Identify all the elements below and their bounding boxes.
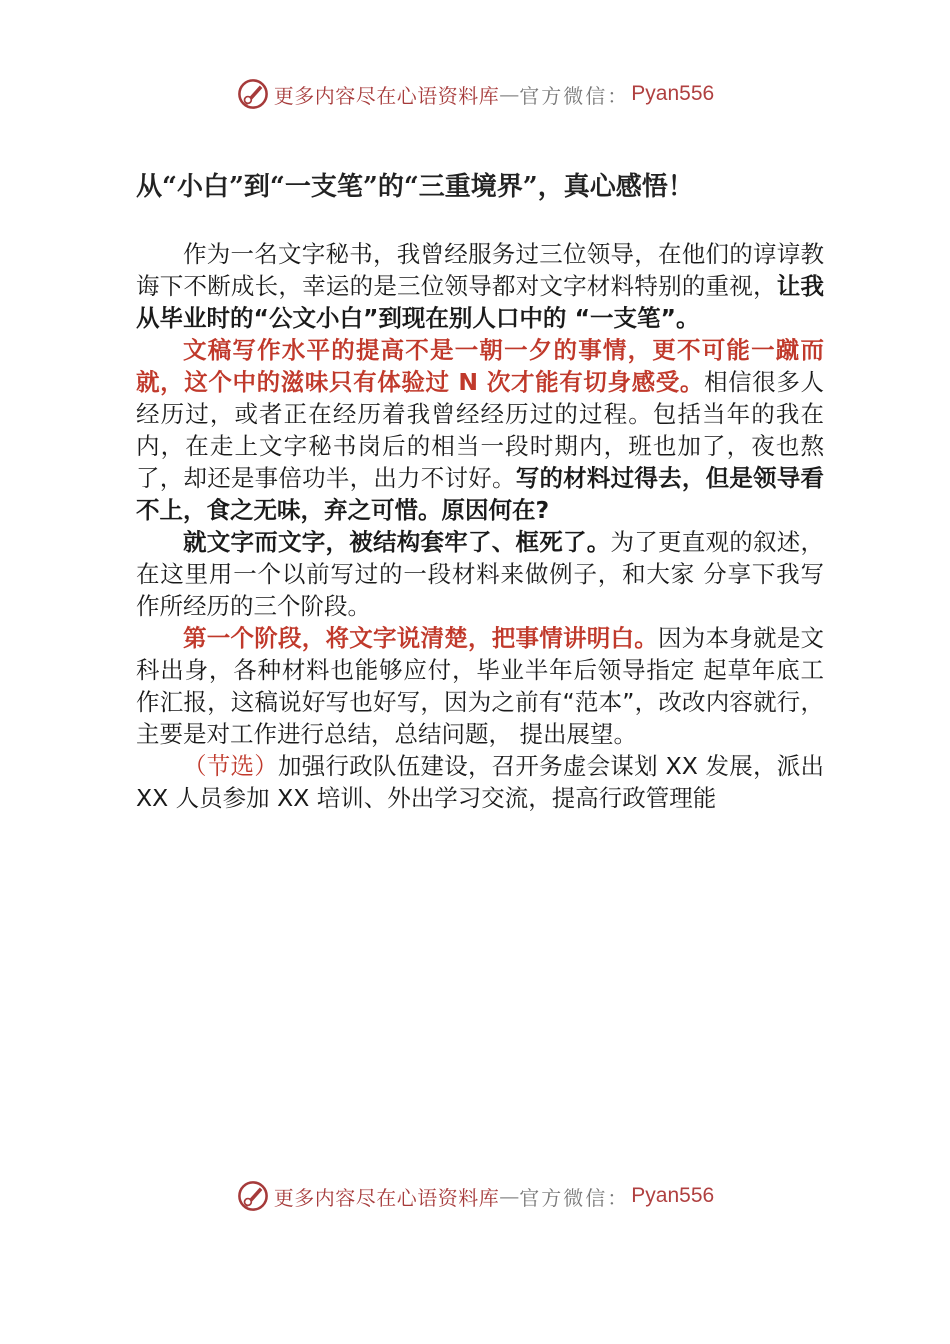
paragraph-3-bold: 就文字而文字，被结构套牢了、框死了。: [183, 528, 611, 556]
article-title: 从“小白”到“一支笔”的“三重境界”，真心感悟！: [136, 172, 694, 202]
banner-wechat-id: Pyan556: [631, 1184, 715, 1207]
paragraph-5: [136, 750, 824, 814]
header-banner: [0, 74, 950, 114]
paragraph-2-text: 相信很多人经历过，或者正在经历着我曾经经历过的过程。包括当年的我在内，在走上文字秘书岗后的相当一段时期内，班也加了，夜也熬了，却还是事倍功半，出力不讨好。: [136, 368, 825, 492]
banner-main-text: 更多内容尽在心语资料库: [273, 1185, 500, 1210]
paragraph-2: [136, 334, 824, 526]
paragraph-4: [136, 622, 824, 750]
banner-separator: —: [499, 1184, 520, 1208]
paragraph-5-text: 加强行政队伍建设，召开务虚会谋划 XX 发展，派出 XX 人员参加 XX 培训、外出学习交流，提高行政管理能: [136, 752, 825, 812]
article-body: [136, 238, 824, 814]
pen-logo-icon: [236, 77, 270, 111]
banner-main-text: 更多内容尽在心语资料库: [273, 83, 500, 108]
paragraph-2-bold: 写的材料过得去，但是领导看不上，食之无味，弃之可惜。原因何在?: [136, 464, 825, 524]
banner-wechat-label: 官方微信：: [519, 1185, 630, 1210]
pen-logo-icon: [236, 1179, 270, 1213]
paragraph-4-highlight: 第一个阶段，将文字说清楚，把事情讲明白。: [183, 624, 658, 652]
footer-banner: [0, 1176, 950, 1216]
paragraph-5-tag: （节选）: [183, 752, 278, 780]
banner-separator: —: [499, 82, 520, 106]
paragraph-3-text: 为了更直观的叙述，在这里用一个以前写过的一段材料来做例子，和大家 分享下我写作所经历的三个阶段。: [136, 528, 824, 620]
banner-wechat-label: 官方微信：: [519, 83, 630, 108]
paragraph-1-text: 作为一名文字秘书，我曾经服务过三位领导，在他们的谆谆教诲下不断成长，幸运的是三位领导都对文字材料特别的重视，: [136, 240, 824, 300]
paragraph-3: [136, 526, 824, 622]
paragraph-4-text: 因为本身就是文科出身，各种材料也能够应付，毕业半年后领导指定 起草年底工作汇报，这稿说好写也好写，因为之前有“范本”，改改内容就行，主要是对工作进行总结，总结问题， 提出展望。: [136, 624, 824, 748]
paragraph-1: [136, 238, 824, 334]
paragraph-1-bold: 让我从毕业时的“公文小白”到现在别人口中的 “一支笔”。: [136, 272, 825, 332]
paragraph-2-highlight: 文稿写作水平的提高不是一朝一夕的事情，更不可能一蹴而就，这个中的滋味只有体验过 N 次才能有切身感受。: [136, 336, 824, 396]
banner-wechat-id: Pyan556: [631, 82, 715, 105]
